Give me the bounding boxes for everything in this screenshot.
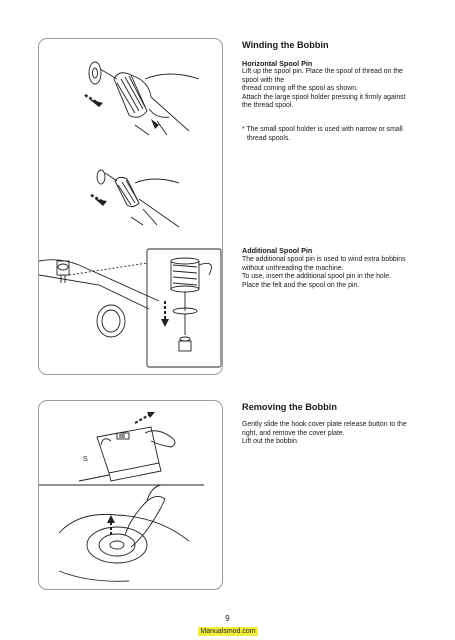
body-line: the thread spool.: [242, 102, 294, 110]
removing-title: Removing the Bobbin: [242, 402, 337, 412]
winding-illustration-panel: [38, 38, 223, 375]
svg-text:S: S: [83, 456, 88, 463]
removing-illustration-panel: [38, 400, 223, 590]
body-line: Gently slide the hook cover plate release button to the: [242, 421, 407, 428]
arrow-right-icon: [151, 119, 159, 129]
body-line: thread coming off the spool as shown.: [242, 85, 358, 93]
arrow-right-icon: [135, 412, 155, 423]
horizontal-spool-pin-heading: Horizontal Spool Pin: [242, 59, 313, 68]
body-line: right, and remove the cover plate.: [242, 429, 345, 437]
watermark-label: Manualsmod.com: [198, 627, 258, 636]
body-line: Place the felt and the spool on the pin.: [242, 281, 360, 289]
body-line: spool with the: [242, 76, 285, 84]
removing-text: [242, 421, 437, 447]
body-line: To use, insert the additional spool pin in the hole.: [242, 273, 392, 281]
winding-title: Winding the Bobbin: [242, 40, 329, 50]
additional-spool-pin-heading: Additional Spool Pin: [242, 246, 313, 255]
body-line: Lift out the bobbin.: [242, 438, 299, 446]
note-line: * The small spool holder is used with narrow or small: [242, 126, 403, 133]
removing-illustration: [39, 401, 224, 591]
body-line: Attach the large spool holder pressing it firmly against: [242, 93, 406, 101]
note-line: thread spools.: [247, 134, 291, 142]
arrow-left-icon: [85, 95, 103, 107]
body-line: The additional spool pin is used to wind extra bobbins: [242, 256, 406, 263]
winding-illustration: [39, 39, 224, 376]
additional-spool-pin-text: [242, 256, 437, 290]
arrow-left-icon: [91, 195, 107, 206]
small-spool-holder-note: [242, 126, 437, 143]
body-line: without unthreading the machine.: [242, 264, 344, 272]
arrow-down-icon: [161, 301, 169, 327]
body-line: Lift up the spool pin. Place the spool of thread on the: [242, 68, 403, 75]
horizontal-spool-pin-text: [242, 68, 437, 111]
arrow-up-icon: [107, 515, 115, 535]
page-number: 9: [225, 614, 230, 623]
